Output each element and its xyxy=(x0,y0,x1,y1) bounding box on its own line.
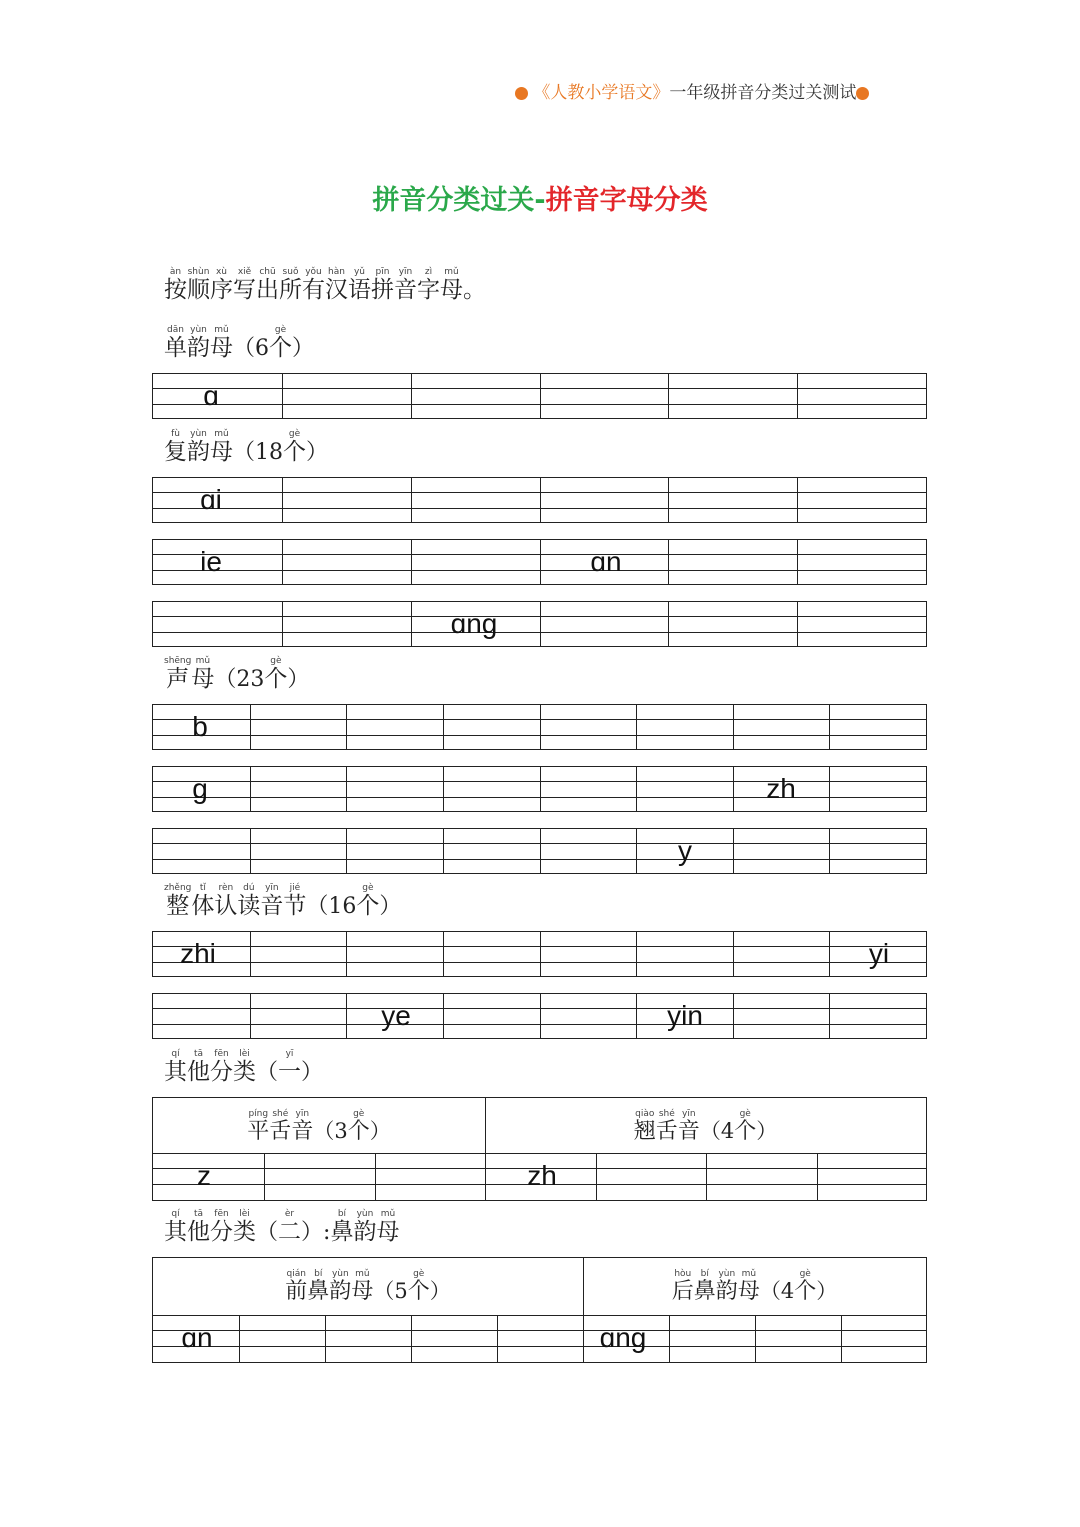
hanzi-with-pinyin: 所suǒ xyxy=(279,267,302,303)
hanzi-with-pinyin: 类lèi xyxy=(233,1209,256,1245)
hanzi-with-pinyin: 韵yùn xyxy=(187,325,210,361)
grid-entry: zhi xyxy=(180,938,216,969)
hanzi-with-pinyin: 韵yùn xyxy=(187,429,210,465)
grid-fuyunmu-row3[interactable] xyxy=(152,601,927,647)
grid-shengmu-row1[interactable] xyxy=(152,704,927,750)
heading-text xyxy=(164,1209,256,1245)
grid-entry: zh xyxy=(766,773,796,804)
hanzi-with-pinyin: 音yīn xyxy=(260,883,284,919)
grid-entry: ɑng xyxy=(450,608,498,639)
hanzi-with-pinyin: 认rèn xyxy=(214,883,238,919)
grid-entry: ɑn xyxy=(181,1322,213,1353)
hanzi-with-pinyin: 复fù xyxy=(164,429,187,465)
hanzi-with-pinyin: 出chū xyxy=(256,267,279,303)
grid-entry: b xyxy=(192,711,208,742)
grid-entry: y xyxy=(678,835,692,866)
instruction-heading xyxy=(164,267,486,302)
title-red: 拼音字母分类 xyxy=(545,185,708,216)
grid-entry: ie xyxy=(200,546,222,577)
hanzi-with-pinyin: 他tā xyxy=(187,1049,210,1085)
hanzi-with-pinyin: 韵yùn xyxy=(329,1269,352,1304)
qianbi-label: 前qián鼻bí韵yùn母mǔ（5个gè） xyxy=(285,1269,451,1304)
hanzi-with-pinyin: 舌shé xyxy=(655,1109,678,1144)
heading-count: 23 xyxy=(236,667,265,692)
hanzi-with-pinyin: 声shēng xyxy=(164,656,192,692)
heading-other1: 其qí他tā分fēn类lèi（一yī） xyxy=(164,1049,324,1085)
hanzi-with-pinyin: 后hòu xyxy=(671,1269,694,1304)
hanzi-with-pinyin: 翘qiào xyxy=(633,1109,656,1144)
grid-entry: ɑ xyxy=(203,380,219,411)
hanzi-with-pinyin: 汉hàn xyxy=(325,267,348,303)
hanzi-with-pinyin: 他tā xyxy=(187,1209,210,1245)
hanzi-with-pinyin: 整zhěng xyxy=(164,883,192,919)
instruction-ruby xyxy=(164,267,463,303)
heading-count: 18 xyxy=(255,440,284,465)
box-other2 xyxy=(152,1257,927,1363)
page-title xyxy=(0,178,1080,217)
heading-text xyxy=(164,656,215,692)
qiaoshe-label: 翘qiào舌shé音yīn（4个gè） xyxy=(633,1109,778,1144)
box-other1 xyxy=(152,1097,927,1201)
heading-zhengti: 整zhěng体tǐ认rèn读dú音yīn节jié（16个gè） xyxy=(164,883,402,919)
hanzi-with-pinyin: 其qí xyxy=(164,1049,187,1085)
grid-danyunmu[interactable] xyxy=(152,373,927,419)
header-publication: 《人教小学语文》 xyxy=(533,83,670,103)
grid-fuyunmu-row1[interactable] xyxy=(152,477,927,523)
hanzi-with-pinyin: 体tǐ xyxy=(191,883,215,919)
grid-zhengti-row1[interactable] xyxy=(152,931,927,977)
orange-dot-icon xyxy=(856,87,869,100)
grid-shengmu-row2[interactable] xyxy=(152,766,927,812)
orange-dot-icon xyxy=(515,87,528,100)
hanzi-with-pinyin: 母mǔ xyxy=(376,1209,400,1245)
hanzi-with-pinyin: 分fēn xyxy=(210,1209,233,1245)
hanzi-with-pinyin: 节jié xyxy=(283,883,307,919)
header-subject: 一年级拼音分类过关测试 xyxy=(669,83,857,103)
grid-entry: ɑi xyxy=(200,484,222,515)
hanzi-with-pinyin: 其qí xyxy=(164,1209,187,1245)
hanzi-with-pinyin: 母mǔ xyxy=(351,1269,374,1304)
heading-count: 6 xyxy=(255,336,270,361)
hanzi-with-pinyin: 韵yùn xyxy=(715,1269,738,1304)
hanzi-with-pinyin: 音yīn xyxy=(291,1109,314,1144)
grid-entry: g xyxy=(192,773,208,804)
instruction-end: 。 xyxy=(463,277,486,303)
hanzi-with-pinyin: 读dú xyxy=(237,883,261,919)
hanzi-with-pinyin: 语yǔ xyxy=(348,267,371,303)
hanzi-with-pinyin: 平píng xyxy=(247,1109,270,1144)
grid-entry: ɑn xyxy=(590,546,622,577)
hanzi-with-pinyin: 鼻bí xyxy=(307,1269,330,1304)
hanzi-with-pinyin: 分fēn xyxy=(210,1049,233,1085)
hanzi-with-pinyin: 音yīn xyxy=(677,1109,700,1144)
hanzi-with-pinyin: 母mǔ xyxy=(210,429,233,465)
hanzi-with-pinyin: 舌shé xyxy=(269,1109,292,1144)
hanzi-with-pinyin: 顺shùn xyxy=(187,267,210,303)
houbi-label: 后hòu鼻bí韵yùn母mǔ（4个gè） xyxy=(671,1269,838,1304)
grid-entry: yi xyxy=(868,938,890,969)
page-header xyxy=(515,78,869,103)
heading-fuyunmu: 复fù韵yùn母mǔ（18个gè） xyxy=(164,429,329,465)
heading-shengmu: 声shēng母mǔ（23个gè） xyxy=(164,656,310,692)
grid-entry: zh xyxy=(527,1160,557,1191)
grid-fuyunmu-row2[interactable] xyxy=(152,539,927,585)
hanzi-with-pinyin: 鼻bí xyxy=(330,1209,354,1245)
hanzi-with-pinyin: 有yǒu xyxy=(302,267,325,303)
grid-entry: z xyxy=(197,1160,211,1191)
num-ruby: 二èr xyxy=(278,1209,302,1245)
grid-entry: yin xyxy=(667,1000,703,1031)
hanzi-with-pinyin: 母mǔ xyxy=(210,325,233,361)
num-ruby: 一yī xyxy=(278,1049,302,1085)
ge-ruby: 个gè xyxy=(264,656,288,692)
hanzi-with-pinyin: 按àn xyxy=(164,267,187,303)
pingshe-label: 平píng舌shé音yīn（3个gè） xyxy=(247,1109,391,1144)
hanzi-with-pinyin: 拼pīn xyxy=(371,267,394,303)
hanzi-with-pinyin: 韵yùn xyxy=(353,1209,377,1245)
grid-other1[interactable] xyxy=(153,1153,926,1200)
heading-danyunmu: 单dān韵yùn母mǔ（6个gè） xyxy=(164,325,315,361)
hanzi-with-pinyin: 鼻bí xyxy=(693,1269,716,1304)
heading-suffix xyxy=(330,1209,400,1245)
hanzi-with-pinyin: 字zì xyxy=(417,267,440,303)
hanzi-with-pinyin: 序xù xyxy=(210,267,233,303)
hanzi-with-pinyin: 写xiě xyxy=(233,267,256,303)
ge-ruby: 个gè xyxy=(269,325,293,361)
ge-ruby: 个gè xyxy=(356,883,380,919)
heading-count: 16 xyxy=(328,894,357,919)
hanzi-with-pinyin: 类lèi xyxy=(233,1049,256,1085)
heading-text xyxy=(164,325,233,361)
grid-other2[interactable] xyxy=(153,1315,926,1362)
hanzi-with-pinyin: 母mǔ xyxy=(191,656,215,692)
grid-zhengti-row2[interactable] xyxy=(152,993,927,1039)
heading-text xyxy=(164,429,233,465)
grid-shengmu-row3[interactable] xyxy=(152,828,927,874)
title-green: 拼音分类过关- xyxy=(372,185,546,216)
grid-entry: ɑng xyxy=(599,1322,647,1353)
grid-entry: ye xyxy=(381,1000,411,1031)
hanzi-with-pinyin: 母mǔ xyxy=(737,1269,760,1304)
hanzi-with-pinyin: 前qián xyxy=(285,1269,308,1304)
hanzi-with-pinyin: 单dān xyxy=(164,325,187,361)
hanzi-with-pinyin: 母mǔ xyxy=(440,267,463,303)
heading-other2: 其qí他tā分fēn类lèi（二èr）:鼻bí韵yùn母mǔ xyxy=(164,1209,400,1245)
ge-ruby: 个gè xyxy=(283,429,307,465)
hanzi-with-pinyin: 音yīn xyxy=(394,267,417,303)
